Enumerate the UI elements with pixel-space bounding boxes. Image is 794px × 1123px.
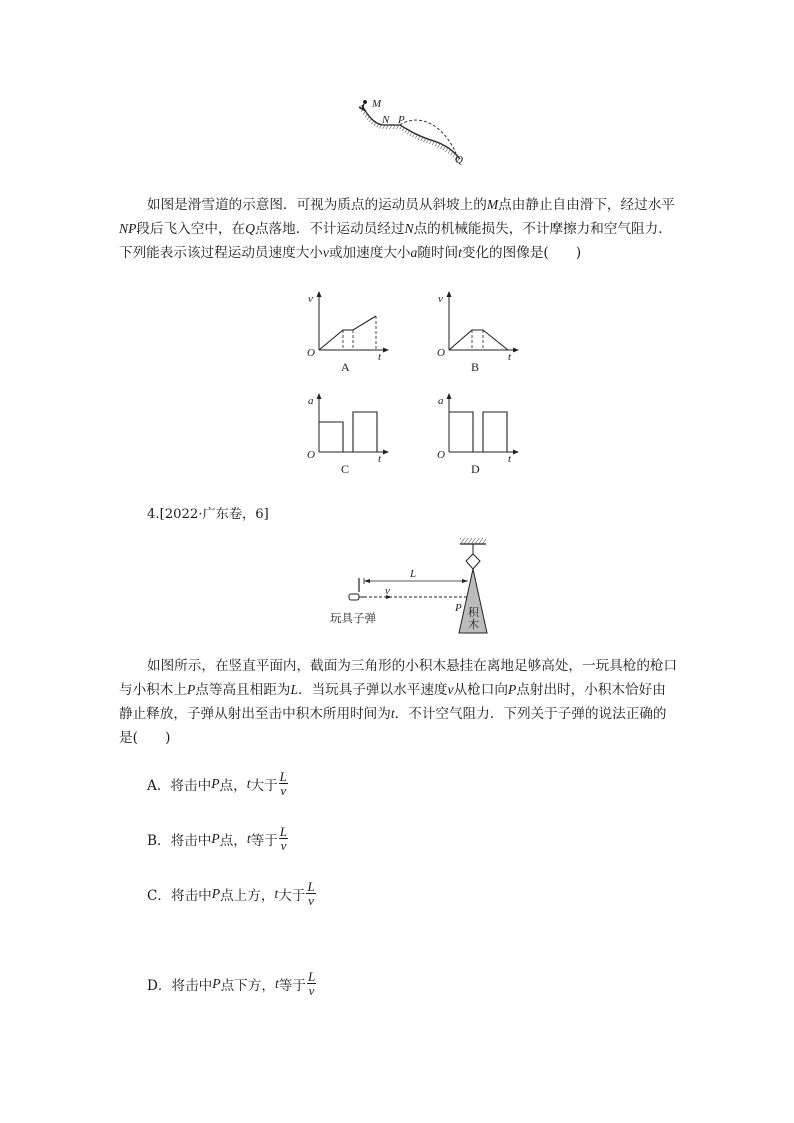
option-text: 等于 (278, 978, 306, 994)
q4-var-t: t (390, 706, 395, 721)
q4-seg: 如图所示，在竖直平面内，截面为三角形的小积木悬挂在离地足够高处，一玩具枪的枪口与小积木上 (119, 658, 678, 698)
graph-caption: C (341, 462, 350, 476)
q3-var-NP: NP (119, 221, 137, 236)
fraction-denominator: v (308, 893, 314, 908)
q4-var-P: P (186, 682, 196, 697)
t-axis-arrow (513, 348, 519, 353)
graph-caption: D (471, 462, 480, 476)
q3-var-a: a (410, 245, 418, 260)
graph-A (305, 290, 395, 375)
origin-label: O (437, 449, 445, 461)
q3-seg: 如图是滑雪道的示意图．可视为质点的运动员从斜坡上的 (147, 197, 487, 213)
fraction-L-over-v (307, 970, 316, 998)
label-N: N (382, 114, 390, 126)
graph-C (305, 392, 395, 477)
fraction-numerator: L (279, 769, 287, 784)
q4-seg: 从枪口向 (453, 682, 508, 698)
y-axis-label: a (438, 395, 444, 407)
fraction-numerator: L (307, 969, 316, 984)
label-M: M (372, 98, 382, 110)
block-label-1: 积 (468, 607, 479, 619)
fraction-denominator: v (280, 838, 287, 853)
clamp (466, 554, 480, 569)
fraction-L-over-v (279, 825, 288, 853)
option-text: 点， (219, 778, 247, 794)
q4-seg: 点等高且相距为 (195, 682, 291, 698)
toy-gun-block-figure (322, 532, 502, 637)
option-A[interactable] (147, 770, 288, 798)
option-text: 将击中 (171, 978, 213, 994)
gun-label: 玩具子弹 (330, 613, 376, 625)
y-axis-arrow (317, 291, 322, 297)
option-letter: B． (147, 833, 171, 849)
ski-slope-figure (350, 95, 475, 170)
graph-B-curve (449, 330, 508, 350)
graph-D (435, 392, 525, 477)
option-text: 将击中 (170, 833, 212, 849)
option-var-t: t (246, 776, 251, 791)
q3-var-N: N (404, 221, 414, 236)
option-text: 将击中 (171, 888, 212, 904)
option-var-P: P (211, 776, 220, 791)
option-var-t: t (274, 886, 279, 901)
q3-var-M: M (486, 197, 499, 212)
L-label: L (410, 568, 417, 580)
option-B[interactable] (147, 825, 288, 853)
graph-C-curve-2 (353, 412, 377, 452)
t-axis-label: t (378, 453, 382, 465)
question-4-source: 4.[2022·广东卷，6] (147, 507, 269, 522)
graph-D-curve-1 (449, 412, 473, 452)
q3-seg: 点落地．不计运动员经过 (254, 221, 405, 237)
fraction-numerator: L (307, 879, 315, 894)
q4-var-L: L (290, 682, 298, 697)
q4-seg: ．当玩具子弹以水平速度 (298, 682, 448, 698)
y-axis-label: a (308, 395, 314, 407)
y-axis-label: v (308, 293, 313, 305)
t-axis-label: t (508, 351, 512, 363)
label-P: P (398, 114, 405, 126)
graph-C-curve-1 (319, 422, 343, 452)
graph-caption: B (471, 360, 480, 374)
option-text: 大于 (278, 888, 306, 904)
v-label: v (385, 585, 390, 597)
option-C[interactable] (147, 880, 316, 908)
q3-seg: 随时间 (417, 245, 459, 261)
option-text: 等于 (250, 833, 278, 849)
fraction-denominator: v (308, 983, 315, 998)
q3-var-v: v (322, 245, 329, 260)
fraction-denominator: v (280, 783, 287, 798)
q4-seg: 点射出时，小积木恰好由静止释放，子弹从射出至击中积木所用时间为 (119, 682, 666, 722)
fraction-L-over-v (279, 770, 288, 798)
y-axis-arrow (317, 393, 322, 399)
block-label-2: 木 (468, 619, 479, 631)
option-text: 点上方， (220, 888, 275, 904)
q3-seg: 点的机械能损失，不计摩擦力和空气阻力．下列能表示该过程运动员速度大小 (119, 221, 672, 261)
graph-caption: A (341, 360, 350, 374)
option-letter: D． (147, 978, 172, 994)
origin-label: O (307, 449, 315, 461)
option-letter: A． (147, 778, 171, 794)
graph-B (435, 290, 525, 375)
option-text: 大于 (250, 778, 278, 794)
q4-var-P: P (507, 682, 517, 697)
toy-gun-icon (349, 578, 364, 600)
option-var-P: P (212, 976, 221, 991)
option-var-t: t (246, 831, 251, 846)
t-axis-arrow (513, 450, 519, 455)
q4-seg: ．不计空气阻力．下列关于子弹的说法正确的是( ) (119, 706, 667, 746)
fraction-L-over-v (306, 880, 315, 908)
q4-var-v: v (447, 682, 454, 697)
t-axis-arrow (383, 450, 389, 455)
graph-A-curve (319, 316, 376, 350)
option-var-t: t (274, 976, 279, 991)
option-var-P: P (211, 831, 220, 846)
q3-seg: 或加速度大小 (328, 245, 411, 261)
q3-var-t: t (458, 245, 462, 260)
t-axis-label: t (508, 453, 512, 465)
t-axis-label: t (378, 351, 382, 363)
y-axis-arrow (447, 291, 452, 297)
fraction-numerator: L (279, 824, 288, 839)
slope-hatching (359, 105, 460, 163)
origin-label: O (307, 347, 315, 359)
option-text: 将击中 (170, 778, 212, 794)
graph-D-curve-2 (483, 412, 507, 452)
y-axis-label: v (438, 293, 443, 305)
ceiling-support (460, 538, 486, 544)
q3-seg: 段后飞入空中，在 (136, 221, 246, 237)
label-Q: Q (455, 154, 463, 166)
P-label: P (455, 602, 462, 614)
option-var-P: P (211, 886, 221, 901)
question-4-text (119, 654, 679, 750)
option-D[interactable] (147, 970, 316, 998)
q3-seg: 变化的图像是( ) (461, 245, 582, 261)
t-axis-arrow (383, 348, 389, 353)
option-text: 点下方， (220, 978, 275, 994)
q3-seg: 点由静止自由滑下，经过水平 (498, 197, 675, 213)
origin-label: O (437, 347, 445, 359)
question-3-text (119, 193, 679, 265)
q3-var-Q: Q (245, 221, 255, 236)
y-axis-arrow (447, 393, 452, 399)
option-text: 点， (219, 833, 247, 849)
option-letter: C． (147, 888, 171, 904)
